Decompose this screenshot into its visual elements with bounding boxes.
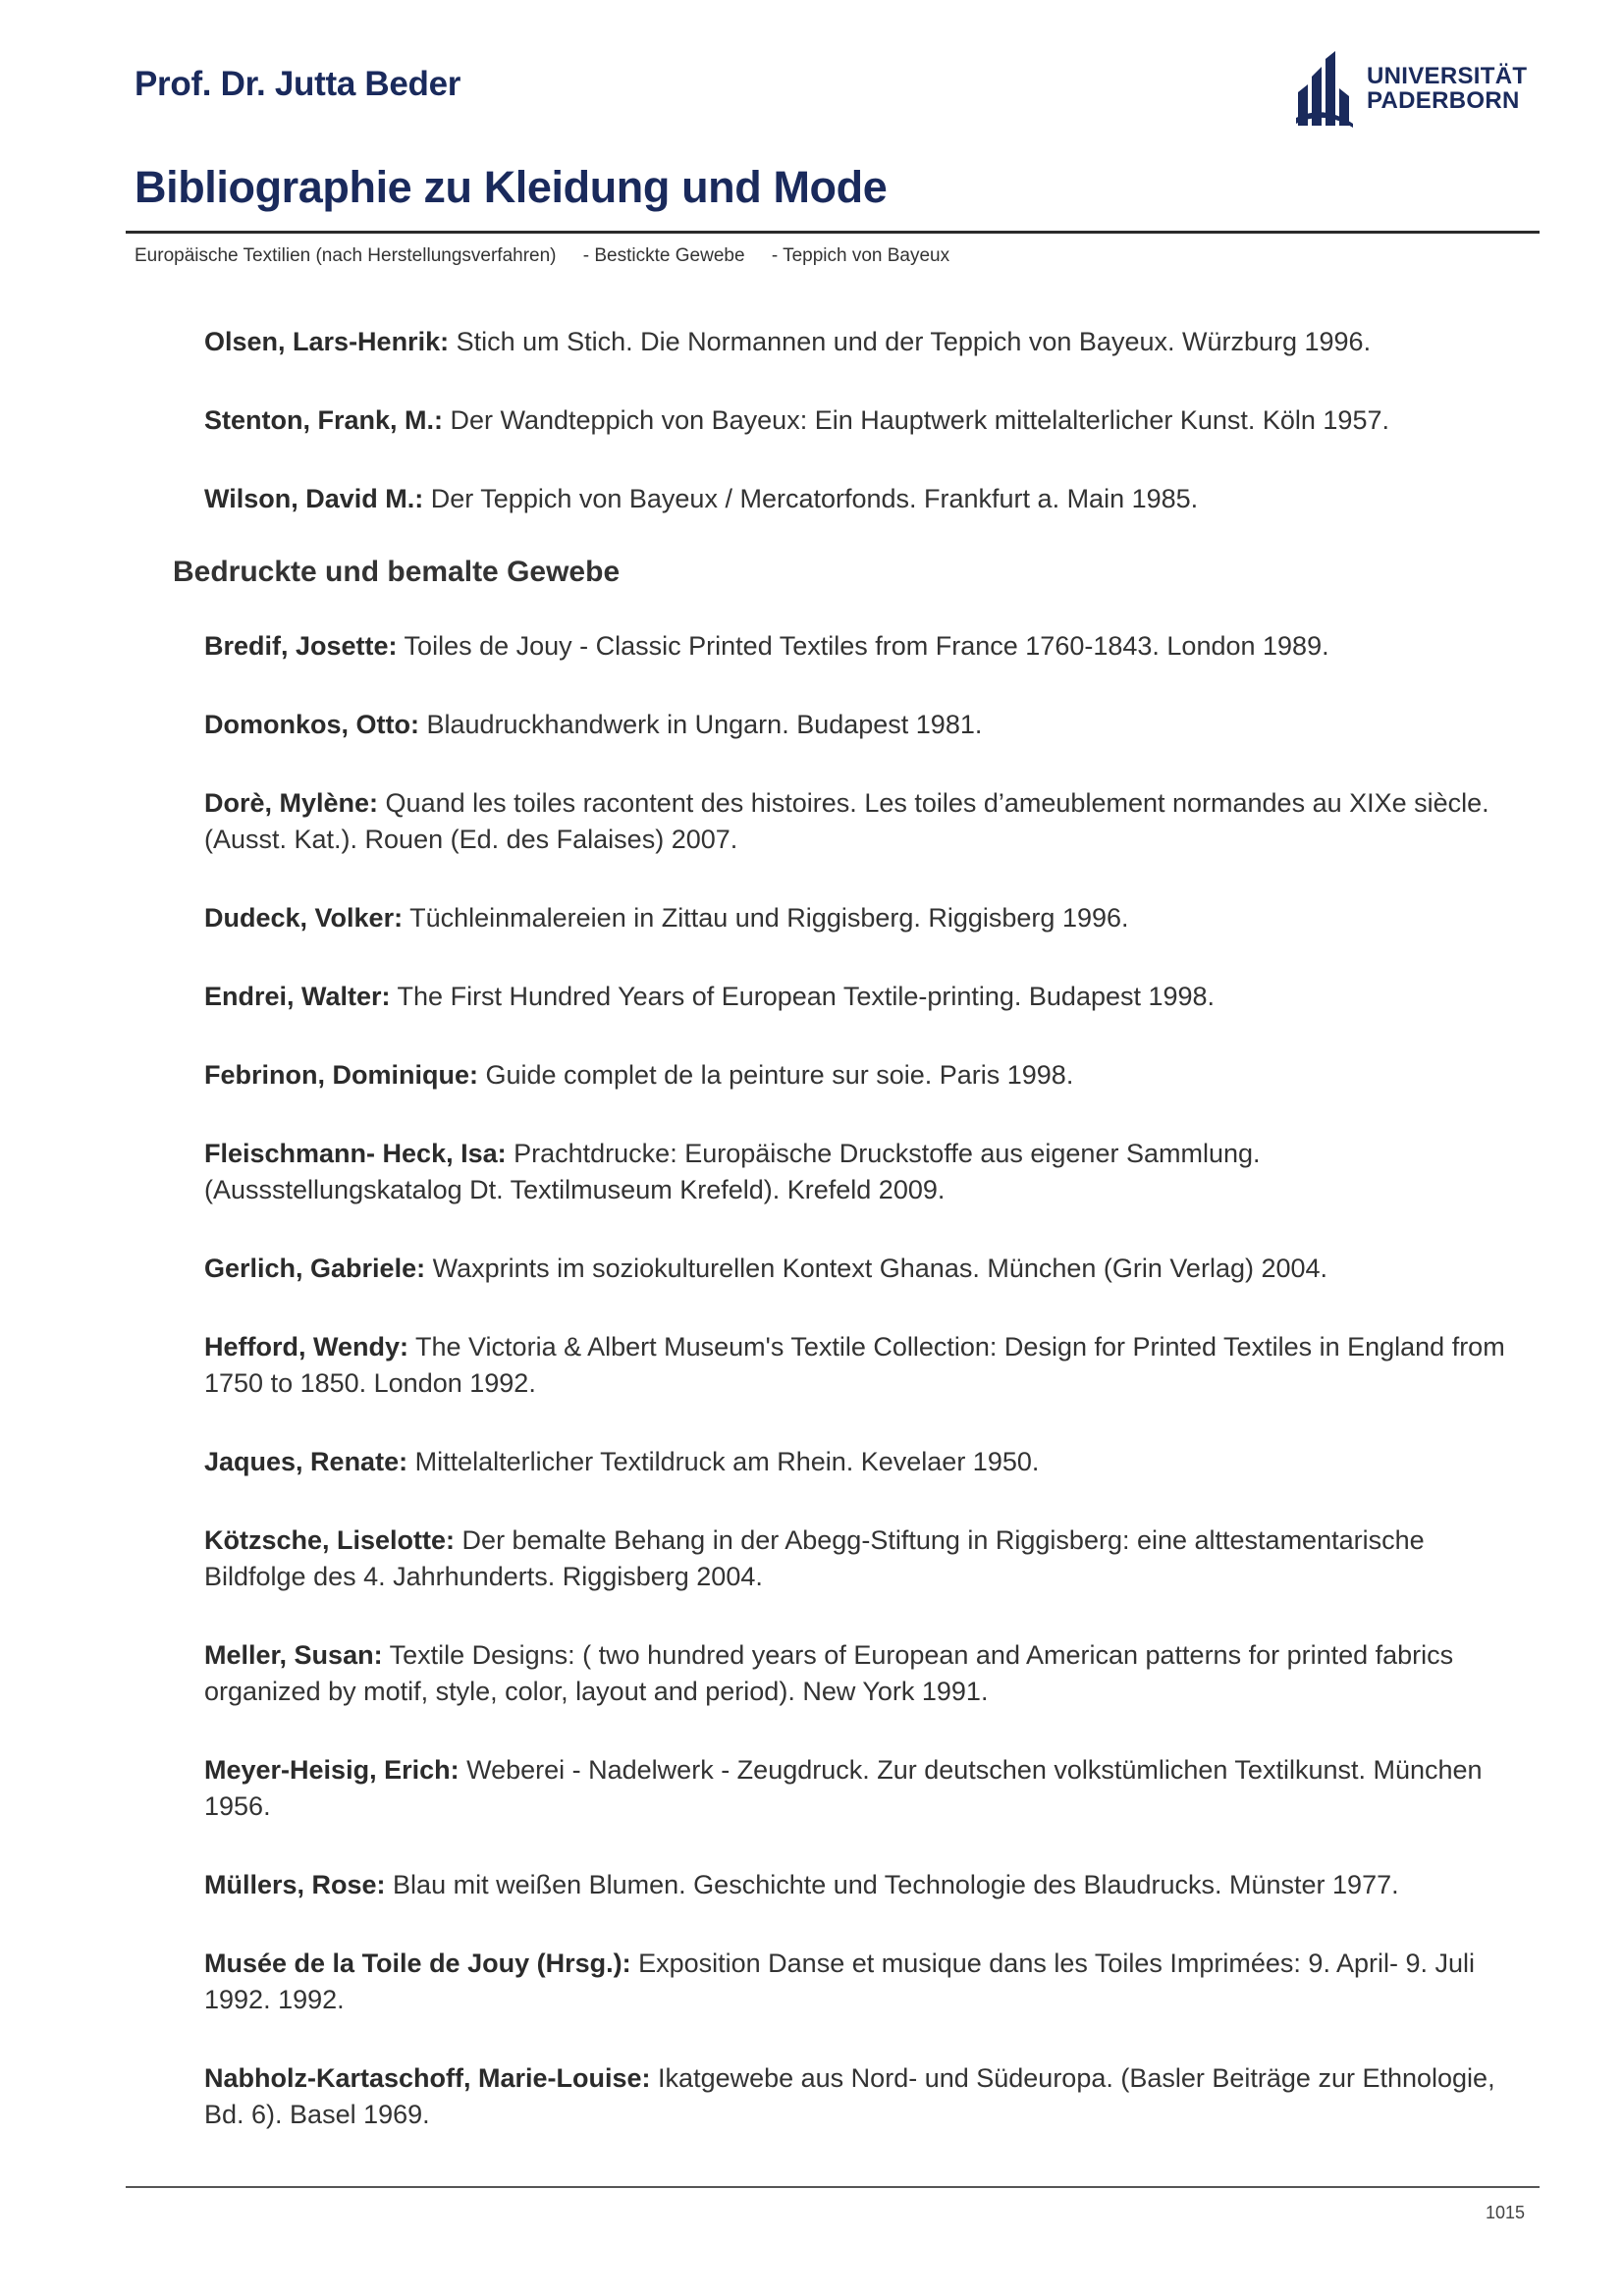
bibliography-entry [204, 324, 1525, 360]
entry-text: Waxprints im soziokulturellen Kontext Ghanas. München (Grin Verlag) 2004. [425, 1254, 1328, 1283]
entry-text: Blaudruckhandwerk in Ungarn. Budapest 1981. [418, 710, 983, 739]
bibliography-entry [204, 1136, 1525, 1208]
header-divider [126, 231, 1540, 234]
entry-text: Stich um Stich. Die Normannen und der Teppich von Bayeux. Würzburg 1996. [449, 327, 1372, 356]
bibliography-entry [204, 1251, 1525, 1287]
entry-text: Toiles de Jouy - Classic Printed Textiles from France 1760-1843. London 1989. [397, 631, 1329, 661]
bibliography-entry [204, 1946, 1525, 2018]
entry-author: Nabholz-Kartaschoff, Marie-Louise: [204, 2063, 651, 2093]
page-number: 1015 [1485, 2203, 1525, 2222]
entry-text: Der Wandteppich von Bayeux: Ein Hauptwerk mittelalterlicher Kunst. Köln 1957. [443, 405, 1389, 435]
entry-author: Kötzsche, Liselotte: [204, 1525, 456, 1555]
entry-author: Endrei, Walter: [204, 982, 391, 1011]
entry-text: Tüchleinmalereien in Zittau und Riggisberg. Riggisberg 1996. [403, 903, 1129, 933]
entry-author: Musée de la Toile de Jouy (Hrsg.): [204, 1949, 631, 1978]
entry-author: Meyer-Heisig, Erich: [204, 1755, 460, 1785]
bibliography-entry [204, 1329, 1525, 1402]
entry-text: Mittelalterlicher Textildruck am Rhein. Kevelaer 1950. [407, 1447, 1040, 1476]
logo-text [1367, 64, 1527, 113]
breadcrumb-item: - Bestickte Gewebe [582, 245, 745, 266]
entry-text: Der Teppich von Bayeux / Mercatorfonds. Frankfurt a. Main 1985. [423, 484, 1199, 513]
entry-author: Febrinon, Dominique: [204, 1060, 478, 1090]
logo-line-1: UNIVERSITÄT [1367, 63, 1528, 89]
entry-text: Guide complet de la peinture sur soie. Paris 1998. [477, 1060, 1074, 1090]
bibliography-entry [204, 628, 1525, 665]
entry-text: Blau mit weißen Blumen. Geschichte und Technologie des Blaudrucks. Münster 1977. [385, 1870, 1399, 1899]
bibliography-entry [204, 900, 1525, 936]
bibliography-entry [204, 1752, 1525, 1825]
section-heading: Bedruckte und bemalte Gewebe [173, 556, 621, 588]
entry-author: Hefford, Wendy: [204, 1332, 408, 1362]
entry-author: Dudeck, Volker: [204, 903, 404, 933]
entry-text: Exposition Danse et musique dans les Toiles Imprimées: 9. April- 9. Juli 1992. 1992. [204, 1949, 1475, 2014]
breadcrumb [135, 245, 971, 267]
entry-text: Prachtdrucke: Europäische Druckstoffe aus eigener Sammlung. (Aussstellungskatalog Dt. Textilmuseum Krefeld). Krefeld 2009. [204, 1139, 1261, 1204]
page-title: Bibliographie zu Kleidung und Mode [135, 162, 888, 212]
entry-text: The Victoria & Albert Museum's Textile Collection: Design for Printed Textiles in England from 1750 to 1850. London 1992. [204, 1332, 1505, 1398]
entry-author: Jaques, Renate: [204, 1447, 408, 1476]
entry-text: Weberei - Nadelwerk - Zeugdruck. Zur deutschen volkstümlichen Textilkunst. München 1956. [204, 1755, 1483, 1821]
entry-text: Textile Designs: ( two hundred years of European and American patterns for printed fabrics organized by motif, style, color, layout and period). New York 1991. [204, 1640, 1454, 1706]
entry-text: Ikatgewebe aus Nord- und Südeuropa. (Basler Beiträge zur Ethnologie, Bd. 6). Basel 1969. [204, 2063, 1495, 2129]
entry-text: The First Hundred Years of European Textile-printing. Budapest 1998. [390, 982, 1216, 1011]
entry-author: Domonkos, Otto: [204, 710, 419, 739]
breadcrumb-item: - Teppich von Bayeux [771, 245, 950, 266]
entry-author: Meller, Susan: [204, 1640, 383, 1670]
logo-line-2: PADERBORN [1367, 87, 1520, 114]
entry-text: Quand les toiles racontent des histoires. Les toiles d’ameublement normandes au XIXe siècle. (Ausst. Kat.). Rouen (Ed. des Falaises) 2007. [204, 788, 1489, 854]
bibliography-entry [204, 1637, 1525, 1710]
bibliography-entry [204, 1522, 1525, 1595]
bibliography-entry [204, 481, 1525, 517]
entry-author: Gerlich, Gabriele: [204, 1254, 426, 1283]
bibliography-entry [204, 402, 1525, 439]
entry-author: Stenton, Frank, M.: [204, 405, 443, 435]
bibliography-entry [204, 785, 1525, 858]
entry-author: Müllers, Rose: [204, 1870, 386, 1899]
university-logo [1294, 49, 1527, 128]
bibliography-entry [204, 2060, 1525, 2133]
entry-author: Bredif, Josette: [204, 631, 398, 661]
breadcrumb-item: Europäische Textilien (nach Herstellungsverfahren) [135, 245, 557, 266]
entry-author: Dorè, Mylène: [204, 788, 379, 818]
document-author: Prof. Dr. Jutta Beder [135, 65, 461, 103]
university-logo-icon [1294, 49, 1355, 128]
entry-author: Olsen, Lars-Henrik: [204, 327, 450, 356]
bibliography-entry [204, 707, 1525, 743]
entry-author: Fleischmann- Heck, Isa: [204, 1139, 507, 1168]
bibliography-content [0, 324, 1623, 2175]
bibliography-entry [204, 1867, 1525, 1903]
entry-author: Wilson, David M.: [204, 484, 424, 513]
footer-divider [126, 2186, 1540, 2188]
entry-text: Der bemalte Behang in der Abegg-Stiftung in Riggisberg: eine alttestamentarische Bildfolge des 4. Jahrhunderts. Riggisberg 2004. [204, 1525, 1425, 1591]
bibliography-entry [204, 979, 1525, 1015]
bibliography-entry [204, 1057, 1525, 1094]
bibliography-entry [204, 1444, 1525, 1480]
